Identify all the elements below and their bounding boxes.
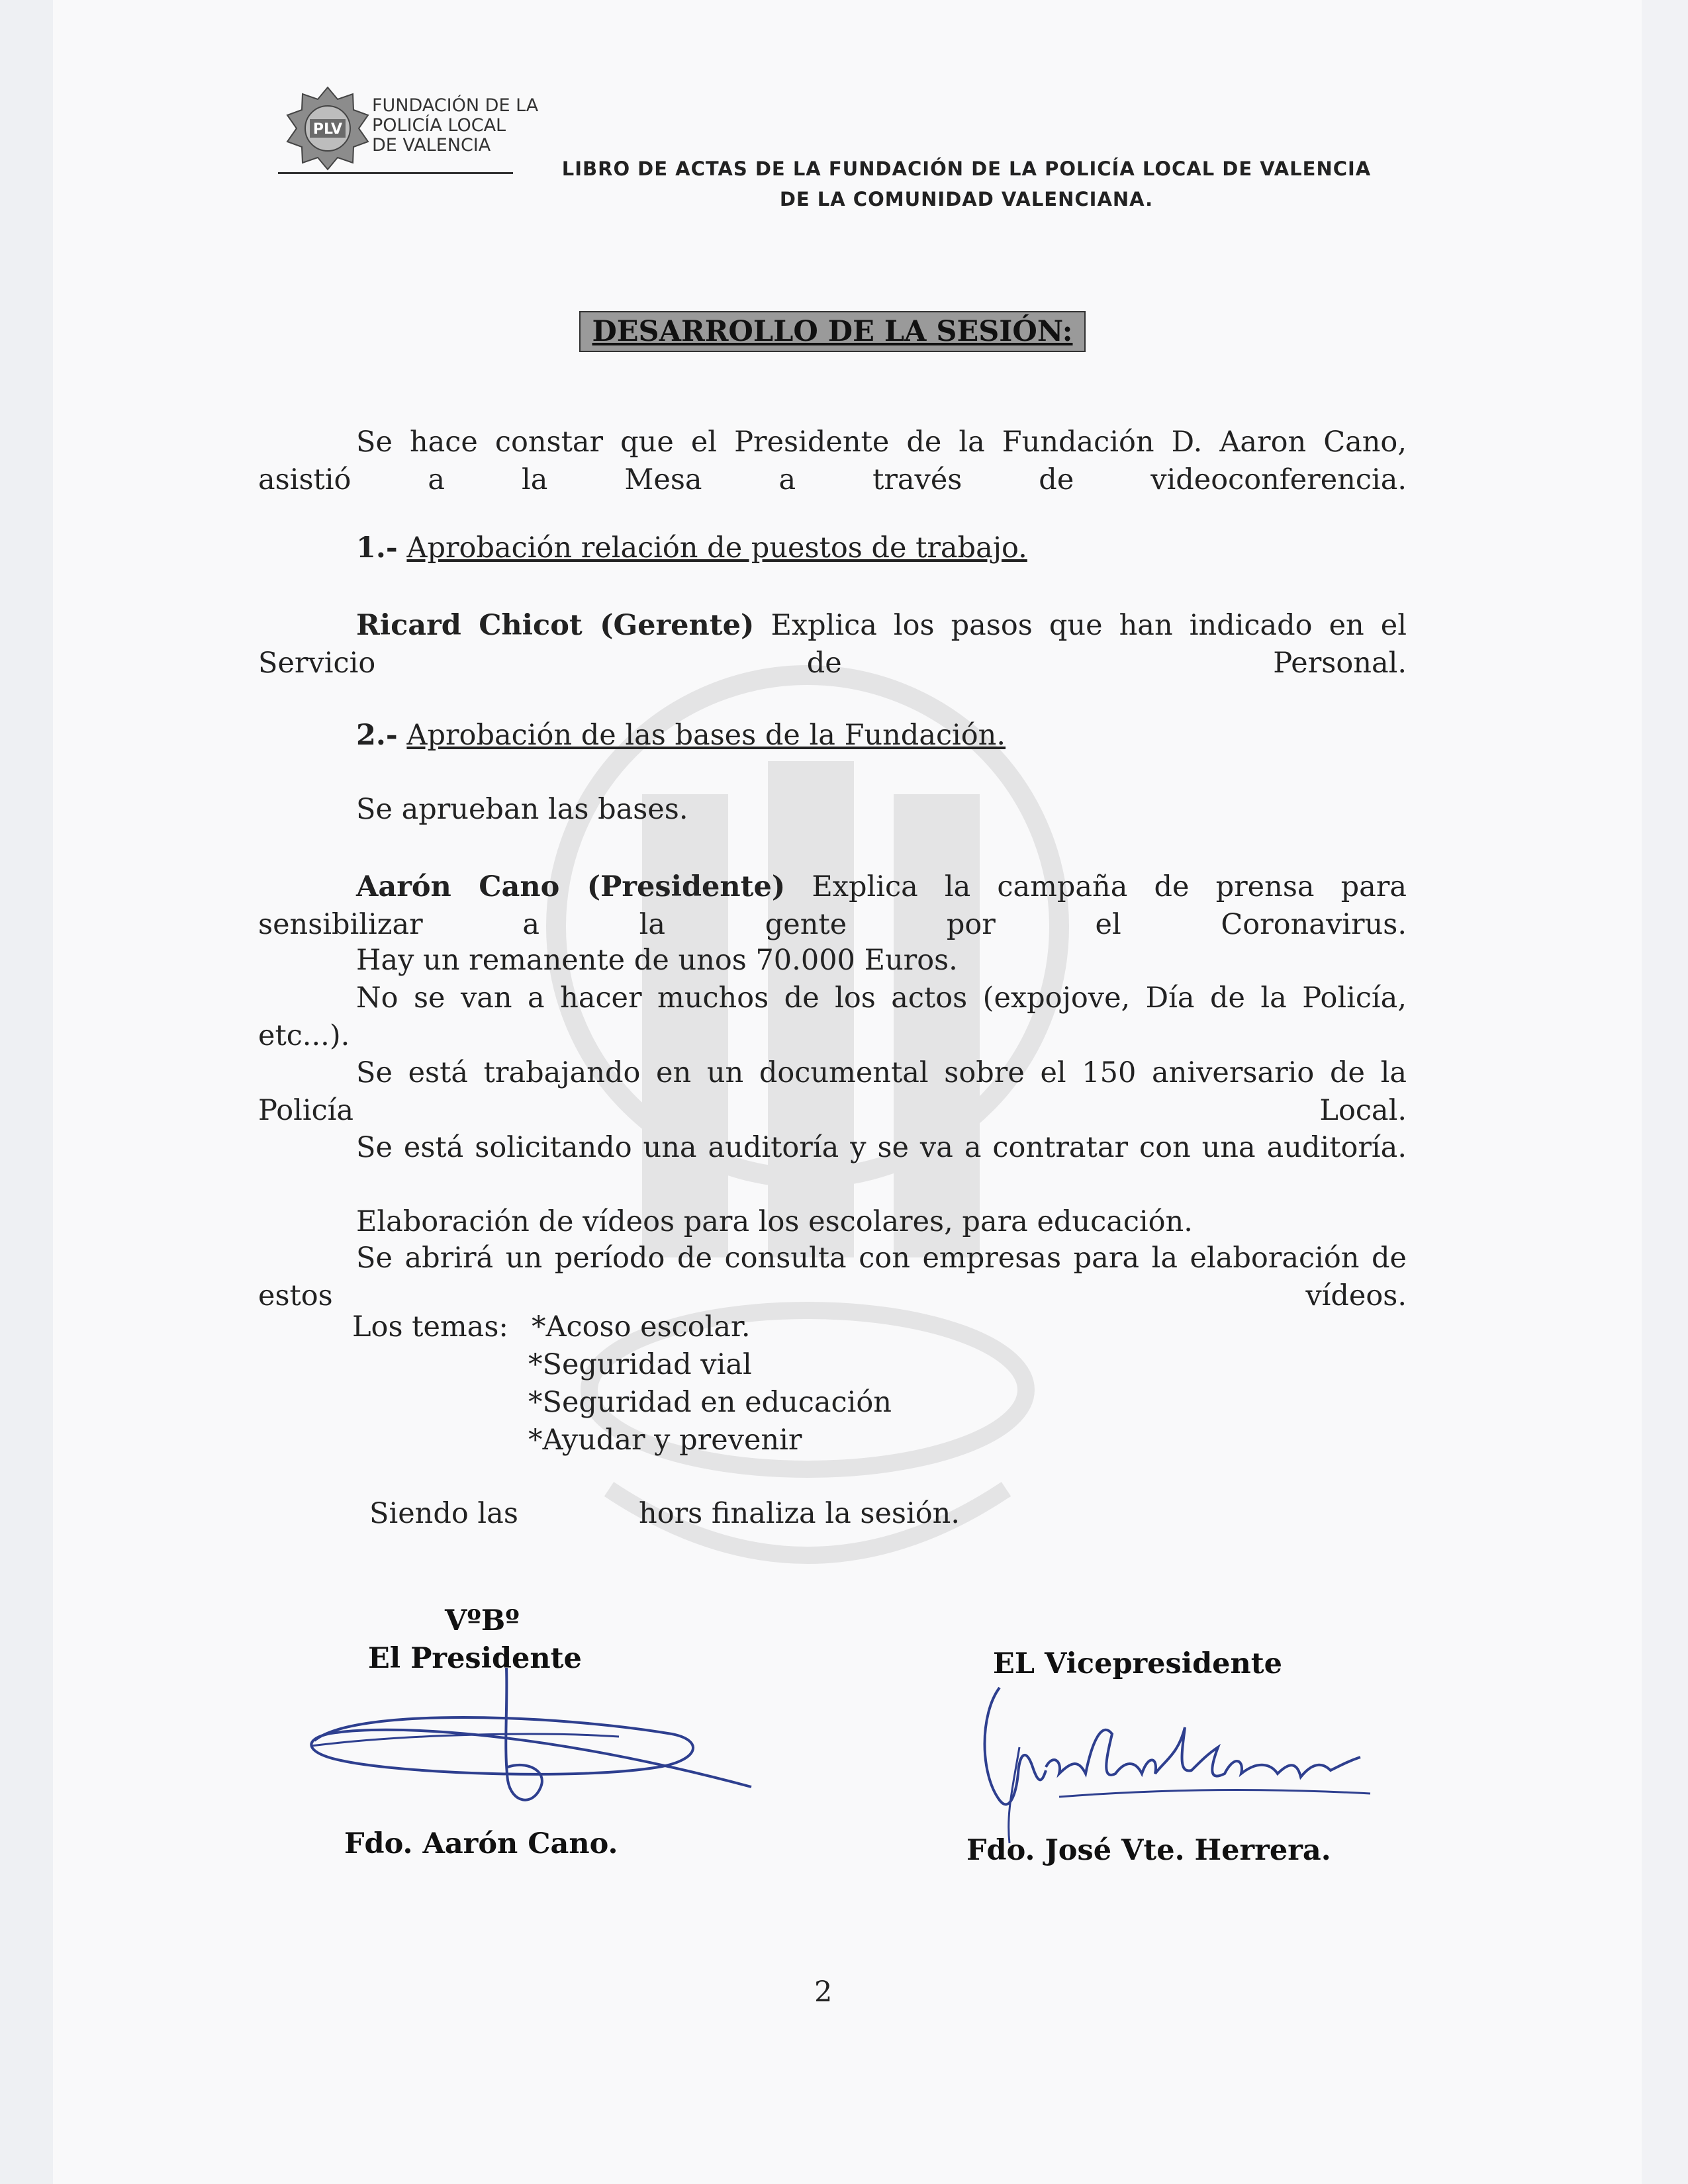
foundation-badge-logo <box>285 86 371 172</box>
closing-text-start: Siendo las <box>369 1497 518 1530</box>
documental-paragraph: Se está trabajando en un documental sobre el 150 aniversario de la Policía Local. <box>258 1056 1407 1127</box>
logo-text-line-1: FUNDACIÓN DE LA <box>372 95 539 116</box>
vice-president-title: EL Vicepresidente <box>993 1647 1282 1680</box>
auditoria-paragraph: Se está solicitando una auditoría y se va a contratar con una auditoría. <box>356 1131 1407 1164</box>
agenda-item-1 <box>356 529 1027 567</box>
foundation-logo-text <box>372 96 538 156</box>
item-2-speaker-text: Explica la campaña de prensa para sensibilizar a la gente por el Coronavirus. <box>258 870 1407 941</box>
item-2-paragraph <box>258 868 1407 944</box>
item-2-title: Aprobación de las bases de la Fundación. <box>406 719 1006 752</box>
president-signature <box>301 1668 765 1807</box>
president-title: El Presidente <box>368 1642 582 1675</box>
item-1-text: Explica los pasos que han indicado en el Servicio de Personal. <box>258 609 1407 680</box>
scan-margin-left <box>0 0 53 2184</box>
logo-text-line-3: DE VALENCIA <box>372 135 491 156</box>
book-title-line-1: LIBRO DE ACTAS DE LA FUNDACIÓN DE LA POLICÍA LOCAL DE VALENCIA <box>561 158 1372 180</box>
videos-line: Elaboración de vídeos para los escolares, para educación. <box>356 1205 1193 1238</box>
header-rule <box>278 172 513 174</box>
temas-label: Los temas: <box>352 1310 508 1343</box>
book-title-line-2: DE LA COMUNIDAD VALENCIANA. <box>779 188 1154 210</box>
tema-item: *Ayudar y prevenir <box>528 1424 802 1457</box>
actos-paragraph: No se van a hacer muchos de los actos (expojove, Día de la Policía, etc...). <box>258 981 1407 1052</box>
intro-paragraph: Se hace constar que el Presidente de la Fundación D. Aaron Cano, asistió a la Mesa a través de videoconferencia. <box>258 426 1407 496</box>
item-2-text: Se aprueban las bases. <box>356 793 688 826</box>
page-number: 2 <box>814 1976 833 2009</box>
logo-text-line-2: POLICÍA LOCAL <box>372 115 506 136</box>
closing-text-end: hors finaliza la sesión. <box>639 1497 960 1530</box>
logo-badge-text: PLV <box>312 121 343 138</box>
item-1-speaker: Ricard Chicot (Gerente) <box>356 609 755 642</box>
item-1-number: 1.- <box>356 531 398 565</box>
book-title <box>503 154 1430 214</box>
vice-president-name: Fdo. José Vte. Herrera. <box>966 1834 1331 1867</box>
vice-president-signature <box>980 1681 1390 1846</box>
consulta-paragraph: Se abrirá un período de consulta con empresas para la elaboración de estos vídeos. <box>258 1242 1407 1312</box>
remanente-line: Hay un remanente de unos 70.000 Euros. <box>356 944 958 977</box>
agenda-item-2 <box>356 717 1006 754</box>
section-heading: DESARROLLO DE LA SESIÓN: <box>579 311 1086 352</box>
president-name: Fdo. Aarón Cano. <box>344 1827 618 1860</box>
item-1-title: Aprobación relación de puestos de trabajo. <box>406 531 1027 565</box>
item-2-number: 2.- <box>356 719 398 752</box>
vb-mark: VºBº <box>445 1604 520 1637</box>
tema-item: *Seguridad vial <box>528 1348 752 1381</box>
scan-margin-right <box>1642 0 1688 2184</box>
item-2-speaker: Aarón Cano (Presidente) <box>356 870 786 903</box>
tema-item: *Acoso escolar. <box>532 1310 751 1343</box>
tema-item: *Seguridad en educación <box>528 1386 892 1419</box>
item-1-paragraph <box>258 607 1407 682</box>
